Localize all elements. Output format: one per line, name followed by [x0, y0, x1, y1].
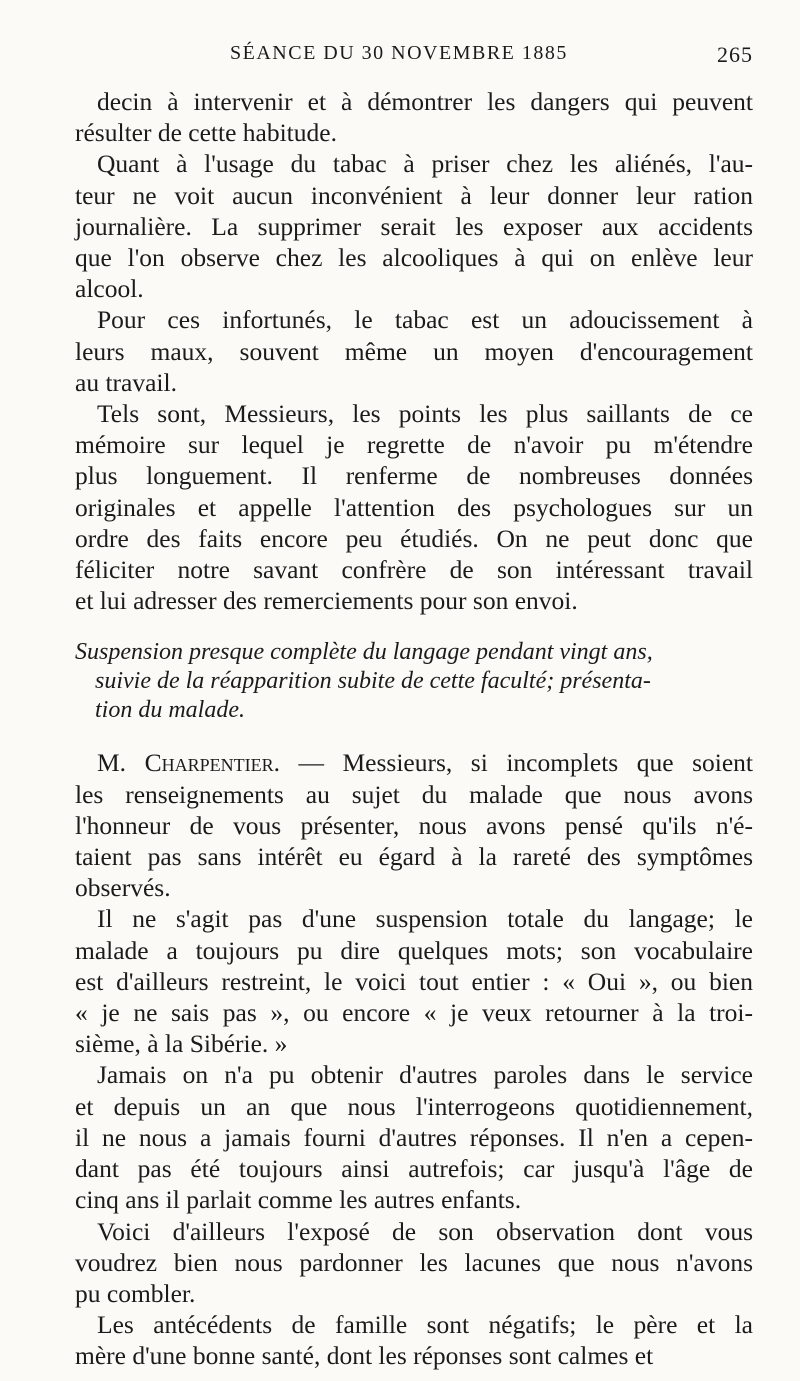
text-line: au travail.	[75, 367, 177, 397]
section-title-line: tion du malade.	[95, 697, 245, 724]
paragraph	[75, 86, 753, 148]
text-line: mère d'une bonne santé, dont les réponses sont calmes et	[75, 1341, 654, 1371]
text-line: féliciter notre savant confrère de son intéressant travail	[75, 555, 753, 585]
paragraph	[75, 148, 753, 304]
text-line: Tels sont, Messieurs, les points les plus saillants de ce	[97, 399, 753, 429]
body-text-bottom	[75, 747, 753, 1371]
running-header	[75, 38, 753, 86]
text-line: ordre des faits encore peu étudiés. On ne peut donc que	[75, 523, 753, 553]
paragraph	[75, 903, 753, 1059]
paragraph	[75, 747, 753, 903]
page-number: 265	[717, 42, 753, 67]
section-title-line: Suspension presque complète du langage pendant vingt ans,	[75, 639, 653, 666]
text-line: et depuis un an que nous l'interrogeons quotidiennement,	[75, 1091, 753, 1121]
text-line: les renseignements au sujet du malade que nous avons	[75, 779, 753, 809]
text-line: Voici d'ailleurs l'exposé de son observation dont vous	[97, 1216, 753, 1246]
section-title-line: suivie de la réapparition subite de cette faculté; présenta-	[95, 668, 651, 695]
text-line: alcool.	[75, 274, 144, 304]
text-line: journalière. La supprimer serait les exposer aux accidents	[75, 211, 753, 241]
text-line: cinq ans il parlait comme les autres enfants.	[75, 1185, 522, 1215]
text-line: M. Charpentier. — Messieurs, si incomplets que soient	[97, 748, 753, 778]
text-line: l'honneur de vous présenter, nous avons pensé qu'ils n'é-	[75, 810, 753, 840]
paragraph	[75, 1309, 753, 1371]
text-line: Les antécédents de famille sont négatifs; le père et la	[97, 1310, 753, 1340]
paragraph	[75, 304, 753, 398]
text-line: sième, à la Sibérie. »	[75, 1029, 288, 1059]
text-line: Quant à l'usage du tabac à priser chez les aliénés, l'au-	[97, 149, 753, 179]
text-line: Pour ces infortunés, le tabac est un adoucissement à	[97, 305, 753, 335]
text-line: dant pas été toujours ainsi autrefois; car jusqu'à l'âge de	[75, 1154, 753, 1184]
text-line: il ne nous a jamais fourni d'autres réponses. Il n'en a cepen-	[75, 1122, 753, 1152]
text-line: et lui adresser des remerciements pour son envoi.	[75, 586, 578, 616]
section-title	[75, 638, 753, 725]
text-line: plus longuement. Il renferme de nombreuses données	[75, 461, 753, 491]
speaker-name: M. Charpentier.	[97, 748, 280, 778]
text-line: decin à intervenir et à démontrer les dangers qui peuvent	[97, 87, 753, 116]
text-line: malade a toujours pu dire quelques mots; son vocabulaire	[75, 935, 753, 965]
body-text-top	[75, 86, 753, 616]
text-line: originales et appelle l'attention des psychologues sur un	[75, 492, 753, 522]
text-line: « je ne sais pas », ou encore « je veux retourner à la troi-	[75, 998, 753, 1028]
text-line: Il ne s'agit pas d'une suspension totale du langage; le	[97, 904, 753, 934]
text-line: leurs maux, souvent même un moyen d'encouragement	[75, 336, 753, 366]
document-page	[75, 38, 753, 1372]
paragraph	[75, 398, 753, 616]
text-line: teur ne voit aucun inconvénient à leur donner leur ration	[75, 180, 753, 210]
running-title: SÉANCE DU 30 NOVEMBRE 1885	[230, 42, 568, 64]
text-line: que l'on observe chez les alcooliques à qui on enlève leur	[75, 243, 753, 273]
text-line: pu combler.	[75, 1278, 196, 1308]
text-line: observés.	[75, 873, 171, 903]
text-line: taient pas sans intérêt eu égard à la rareté des symptômes	[75, 842, 753, 872]
text-line: Jamais on n'a pu obtenir d'autres paroles dans le service	[97, 1060, 753, 1090]
text-line: résulter de cette habitude.	[75, 118, 337, 148]
text-line: mémoire sur lequel je regrette de n'avoir pu m'étendre	[75, 430, 753, 460]
paragraph	[75, 1216, 753, 1310]
text-line: est d'ailleurs restreint, le voici tout entier : « Oui », ou bien	[75, 966, 753, 996]
text-line: voudrez bien nous pardonner les lacunes que nous n'avons	[75, 1247, 753, 1277]
paragraph	[75, 1059, 753, 1215]
